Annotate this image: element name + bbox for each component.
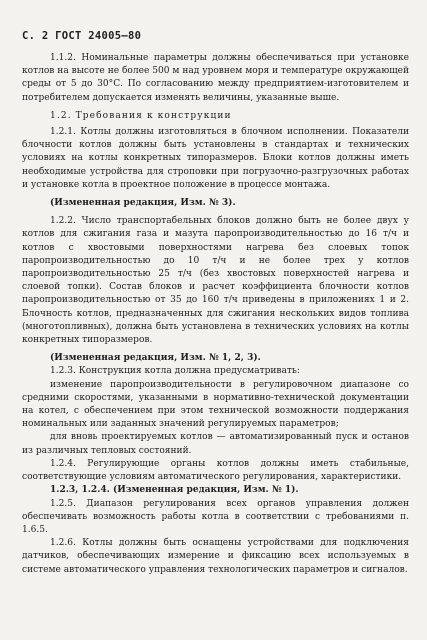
paragraph-1-2-3: 1.2.3. Конструкция котла должна предусматривать: bbox=[50, 366, 300, 377]
paragraph-1-2-4: 1.2.4. Регулирующие органы котлов должны иметь стабильные, соответствующие условиям автоматического регулирования, характеристики. bbox=[22, 458, 409, 483]
paragraph-1-2-5: 1.2.5. Диапазон регулирования всех органов управления должен обеспечивать возможность работы котла в соответствии с требованиями п. 1.6.5. bbox=[22, 498, 409, 535]
amendment-note: 1.2.3, 1.2.4. (Измененная редакция, Изм. № 1). bbox=[50, 485, 299, 496]
paragraph-1-2-1: 1.2.1. Котлы должны изготовляться в блочном исполнении. Показатели блочности котлов должны быть установлены в стандартах и технических условиях на котлы конкретных типоразмеров. Блоки котлов должны иметь необходимые устройства для строповки при погрузочно-разгрузочных работах и установке котла в проектное положение в процессе монтажа. bbox=[22, 127, 409, 190]
list-item-capacity: изменение паропроизводительности в регулировочном диапазоне со средними скоростями, указанными в нормативно-технической документации на котел, с обеспечением при этом технической возможности поддержания номинальных или заданных значений регулируемых параметров; bbox=[22, 379, 409, 430]
paragraph-1-2-6: 1.2.6. Котлы должны быть оснащены устройствами для подключения датчиков, обеспечивающих измерение и фиксацию всех используемых в системе автоматического управления технологических параметров и сигналов. bbox=[22, 538, 409, 575]
paragraph-1-2-2: 1.2.2. Число транспортабельных блоков должно быть не более двух у котлов для сжигания газа и мазута паропроизводительностью до 16 т/ч и котлов с хвостовыми поверхностями нагрева без слоевых топок паропроизводительностью до 10 т/ч и не более трех у котлов паропроизводительностью 25 т/ч (без хвостовых поверхностей нагрева и слоевой топки). Состав блоков и расчет коэффициента блочности котлов паропроизводительностью от 35 до 160 т/ч приведены в приложениях 1 и 2. Блочность котлов, предназначенных для сжигания нескольких видов топлива (многотопливных), должна быть установлена в технических условиях на котлы конкретных типоразмеров. bbox=[22, 216, 409, 346]
page-header: С. 2 ГОСТ 24005—80 bbox=[22, 30, 142, 42]
paragraph-1-1-2: 1.1.2. Номинальные параметры должны обеспечиваться при установке котлов на высоте не более 500 м над уровнем моря и температуре окружающей среды от 5 до 30°С. По согласованию между предприятием-изготовителем и потребителем допускается изменять величины, указанные выше. bbox=[22, 53, 409, 103]
amendment-note: (Измененная редакция, Изм. № 1, 2, 3). bbox=[50, 353, 261, 364]
amendment-note: (Измененная редакция, Изм. № 3). bbox=[50, 198, 236, 209]
list-item-startup: для вновь проектируемых котлов — автоматизированный пуск и останов из различных тепловых состояний. bbox=[22, 432, 409, 456]
section-heading: 1.2. Требования к конструкции bbox=[50, 110, 232, 121]
document-body bbox=[22, 52, 409, 577]
